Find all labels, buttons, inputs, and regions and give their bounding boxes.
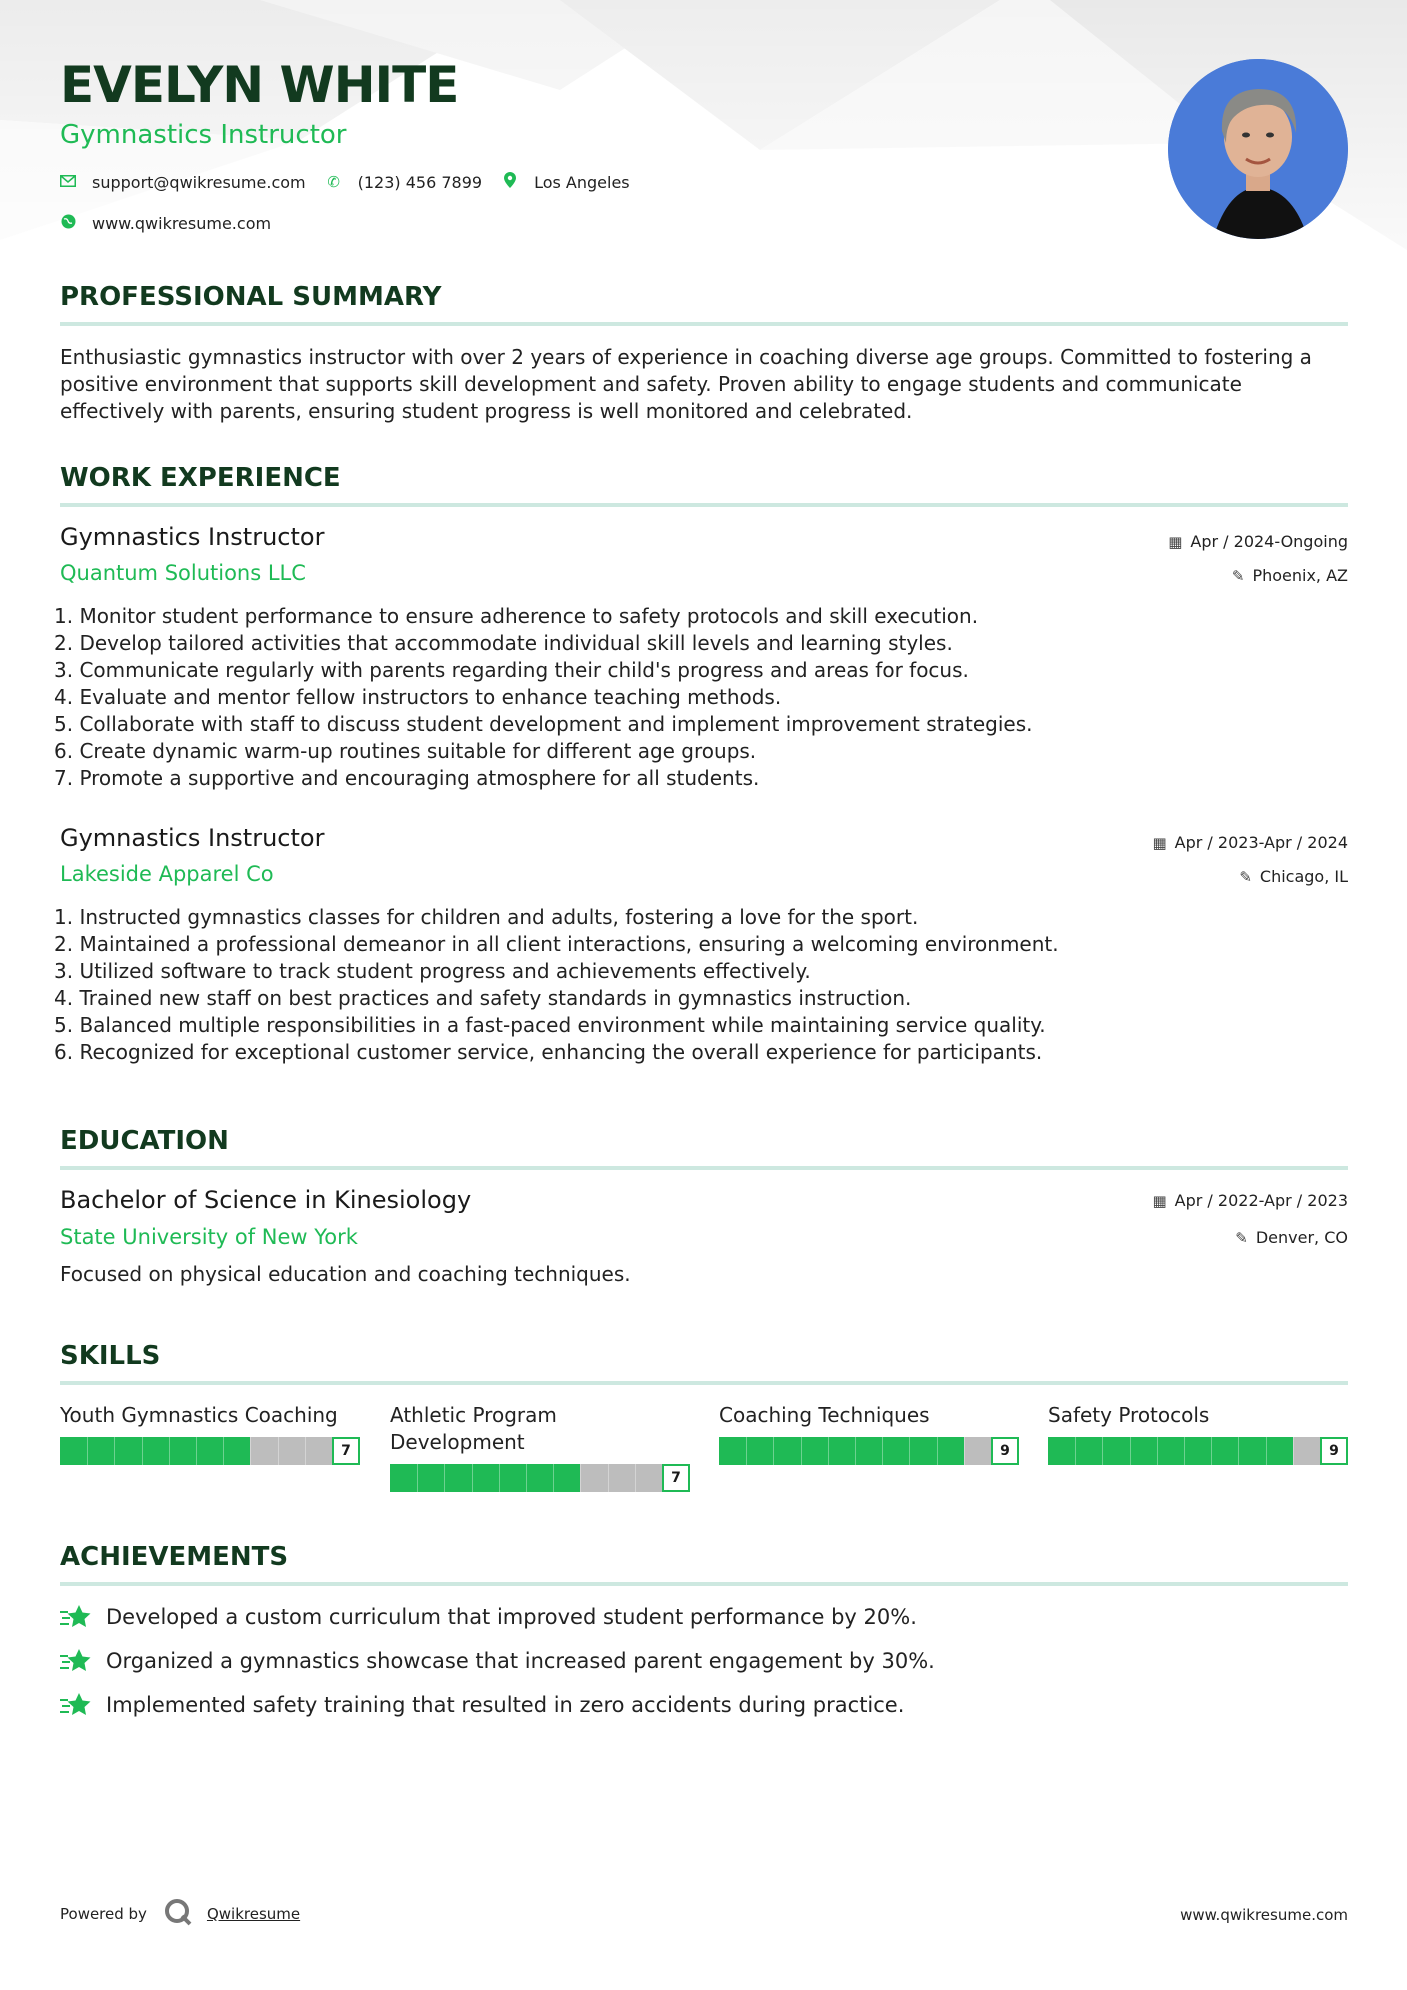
education-degree: Bachelor of Science in Kinesiology	[60, 1186, 472, 1214]
skill-bar-segment	[855, 1437, 856, 1465]
skill-bar-segment	[580, 1464, 581, 1492]
skill-bar	[1048, 1437, 1348, 1465]
skill-bar-segment	[169, 1437, 170, 1465]
skill-bar	[60, 1437, 360, 1465]
skill-bar-segment	[635, 1464, 636, 1492]
skill-bar-segment	[196, 1437, 197, 1465]
skill-youth-gymnastics-coaching	[60, 1402, 360, 1465]
list-item: 6. Recognized for exceptional customer service, enhancing the overall experience for participants.	[54, 1040, 1043, 1064]
skill-bar-segment	[909, 1437, 910, 1465]
star-icon	[60, 1692, 92, 1718]
job-2-location-text: Chicago, IL	[1259, 867, 1348, 886]
job-2-date-text: Apr / 2023-Apr / 2024	[1174, 833, 1348, 852]
skill-bar-segment	[305, 1437, 306, 1465]
skill-bar-segment	[142, 1437, 143, 1465]
achievement-item	[60, 1692, 904, 1718]
skill-bar	[390, 1464, 690, 1492]
job-1-bullets	[54, 603, 1314, 792]
skill-bar-segment	[278, 1437, 279, 1465]
skill-bar-segment	[1266, 1437, 1267, 1465]
candidate-name: EVELYN WHITE	[60, 56, 459, 114]
skill-bar-segment	[828, 1437, 829, 1465]
skill-athletic-program-development	[390, 1402, 690, 1492]
list-item: 5. Balanced multiple responsibilities in a fast-paced environment while maintaining service quality.	[54, 1013, 1046, 1037]
skill-bar	[719, 1437, 1019, 1465]
education-description: Focused on physical education and coaching techniques.	[60, 1262, 631, 1286]
contact-row	[60, 172, 650, 192]
skill-score: 9	[991, 1437, 1019, 1465]
skill-score: 7	[332, 1437, 360, 1465]
list-item: 4. Evaluate and mentor fellow instructors to enhance teaching methods.	[54, 685, 782, 709]
education-date	[1152, 1191, 1348, 1210]
list-item: 1. Instructed gymnastics classes for children and adults, fostering a love for the sport.	[54, 905, 919, 929]
contact-location	[502, 172, 630, 192]
summary-text: Enthusiastic gymnastics instructor with over 2 years of experience in coaching diverse age groups. Committed to fostering a positive environment that supports skill development and safety. Proven ability to engage students and communicate effectively with parents, ensuring student progress is well monitored and celebrated.	[60, 345, 1312, 423]
achievement-item	[60, 1604, 917, 1630]
map-pin-icon	[502, 172, 518, 192]
candidate-role: Gymnastics Instructor	[60, 120, 347, 150]
list-item: 4. Trained new staff on best practices and safety standards in gymnastics instruction.	[54, 986, 912, 1010]
job-1-location-text: Phoenix, AZ	[1252, 566, 1348, 585]
education-location	[1235, 1228, 1348, 1247]
skill-name: Youth Gymnastics Coaching	[60, 1403, 338, 1427]
list-item: 6. Create dynamic warm-up routines suitable for different age groups.	[54, 739, 757, 763]
skill-bar-segment	[937, 1437, 938, 1465]
skill-bar-fill	[390, 1464, 580, 1492]
star-icon	[60, 1604, 92, 1630]
skill-bar-segment	[417, 1464, 418, 1492]
skill-bar-segment	[608, 1464, 609, 1492]
pushpin-icon: ✎	[1239, 867, 1252, 886]
pushpin-icon: ✎	[1231, 566, 1245, 585]
job-2-company: Lakeside Apparel Co	[60, 862, 274, 886]
qwikresume-link[interactable]: Qwikresume	[206, 1905, 301, 1923]
job-1-title: Gymnastics Instructor	[60, 523, 325, 551]
list-item: 5. Collaborate with staff to discuss student development and implement improvement strategies.	[54, 712, 1033, 736]
skill-score: 9	[1320, 1437, 1348, 1465]
calendar-icon: ▦	[1152, 833, 1167, 852]
skills-heading: SKILLS	[60, 1341, 1348, 1385]
job-2-date	[1152, 833, 1348, 852]
skill-bar-fill	[60, 1437, 250, 1465]
skill-bar-segment	[1102, 1437, 1103, 1465]
achievement-item	[60, 1648, 935, 1674]
skill-score: 7	[662, 1464, 690, 1492]
qwikresume-logo-icon	[163, 1897, 193, 1931]
achievement-text: Developed a custom curriculum that improved student performance by 20%.	[106, 1605, 917, 1629]
pushpin-icon: ✎	[1235, 1228, 1248, 1247]
powered-by-label: Powered by	[60, 1905, 147, 1923]
phone-icon: ✆	[327, 173, 340, 191]
experience-heading: WORK EXPERIENCE	[60, 463, 1348, 507]
education-heading: EDUCATION	[60, 1126, 1348, 1170]
job-1-location	[1232, 566, 1348, 585]
calendar-icon: ▦	[1152, 1191, 1167, 1210]
envelope-icon	[60, 173, 76, 191]
skill-bar-segment	[472, 1464, 473, 1492]
calendar-icon: ▦	[1168, 532, 1183, 551]
list-item: 3. Communicate regularly with parents regarding their child's progress and areas for focus.	[54, 658, 969, 682]
list-item: 3. Utilized software to track student progress and achievements effectively.	[54, 959, 811, 983]
skill-name: Coaching Techniques	[719, 1403, 930, 1427]
skill-name: Athletic Program Development	[390, 1403, 557, 1454]
skill-bar-segment	[1184, 1437, 1185, 1465]
achievement-text: Implemented safety training that resulted in zero accidents during practice.	[106, 1693, 905, 1717]
contact-email[interactable]	[60, 173, 306, 192]
profile-photo	[1168, 59, 1348, 239]
education-location-text: Denver, CO	[1255, 1228, 1348, 1247]
achievements-heading: ACHIEVEMENTS	[60, 1542, 1348, 1586]
skill-bar-segment	[964, 1437, 965, 1465]
skill-bar-segment	[1130, 1437, 1131, 1465]
phone-text: (123) 456 7899	[357, 172, 483, 192]
job-1-date	[1168, 532, 1348, 551]
skill-bar-fill	[1048, 1437, 1293, 1465]
skill-bar-segment	[526, 1464, 527, 1492]
skill-bar-segment	[773, 1437, 774, 1465]
website-text: www.qwikresume.com	[92, 214, 272, 233]
job-1-date-text: Apr / 2024-Ongoing	[1190, 532, 1348, 551]
skill-safety-protocols	[1048, 1402, 1348, 1465]
skill-bar-segment	[1211, 1437, 1212, 1465]
location-text: Los Angeles	[534, 172, 630, 192]
skill-bar-segment	[223, 1437, 224, 1465]
skill-bar-segment	[1293, 1437, 1294, 1465]
skill-bar-segment	[801, 1437, 802, 1465]
job-1-company: Quantum Solutions LLC	[60, 561, 306, 585]
list-item: 1. Monitor student performance to ensure adherence to safety protocols and skill execution.	[54, 604, 979, 628]
skill-bar-segment	[87, 1437, 88, 1465]
skill-bar-segment	[250, 1437, 251, 1465]
footer-powered-by	[60, 1897, 300, 1931]
skill-bar-segment	[1157, 1437, 1158, 1465]
skill-coaching-techniques	[719, 1402, 1019, 1465]
list-item: 2. Maintained a professional demeanor in all client interactions, ensuring a welcoming environment.	[54, 932, 1059, 956]
contact-website[interactable]	[60, 214, 271, 233]
list-item: 2. Develop tailored activities that accommodate individual skill levels and learning styles.	[54, 631, 953, 655]
summary-heading: PROFESSIONAL SUMMARY	[60, 282, 1348, 326]
contact-phone[interactable]	[326, 173, 482, 192]
email-text: support@qwikresume.com	[92, 172, 306, 192]
skill-bar-segment	[1238, 1437, 1239, 1465]
education-date-text: Apr / 2022-Apr / 2023	[1174, 1191, 1348, 1210]
achievement-text: Organized a gymnastics showcase that increased parent engagement by 30%.	[106, 1649, 935, 1673]
education-school: State University of New York	[60, 1225, 358, 1249]
job-2-location	[1239, 867, 1348, 886]
job-2-title: Gymnastics Instructor	[60, 824, 325, 852]
skill-bar-segment	[114, 1437, 115, 1465]
skill-bar-segment	[1075, 1437, 1076, 1465]
job-2-bullets	[54, 904, 1314, 1066]
skill-bar-segment	[553, 1464, 554, 1492]
skill-bar-segment	[444, 1464, 445, 1492]
list-item: 7. Promote a supportive and encouraging atmosphere for all students.	[54, 766, 760, 790]
skill-bar-segment	[746, 1437, 747, 1465]
star-icon	[60, 1648, 92, 1674]
footer-website-link[interactable]: www.qwikresume.com	[1180, 1906, 1348, 1924]
globe-icon	[60, 214, 76, 233]
skill-name: Safety Protocols	[1048, 1403, 1210, 1427]
skill-bar-segment	[499, 1464, 500, 1492]
skill-bar-fill	[719, 1437, 964, 1465]
skill-bar-segment	[882, 1437, 883, 1465]
